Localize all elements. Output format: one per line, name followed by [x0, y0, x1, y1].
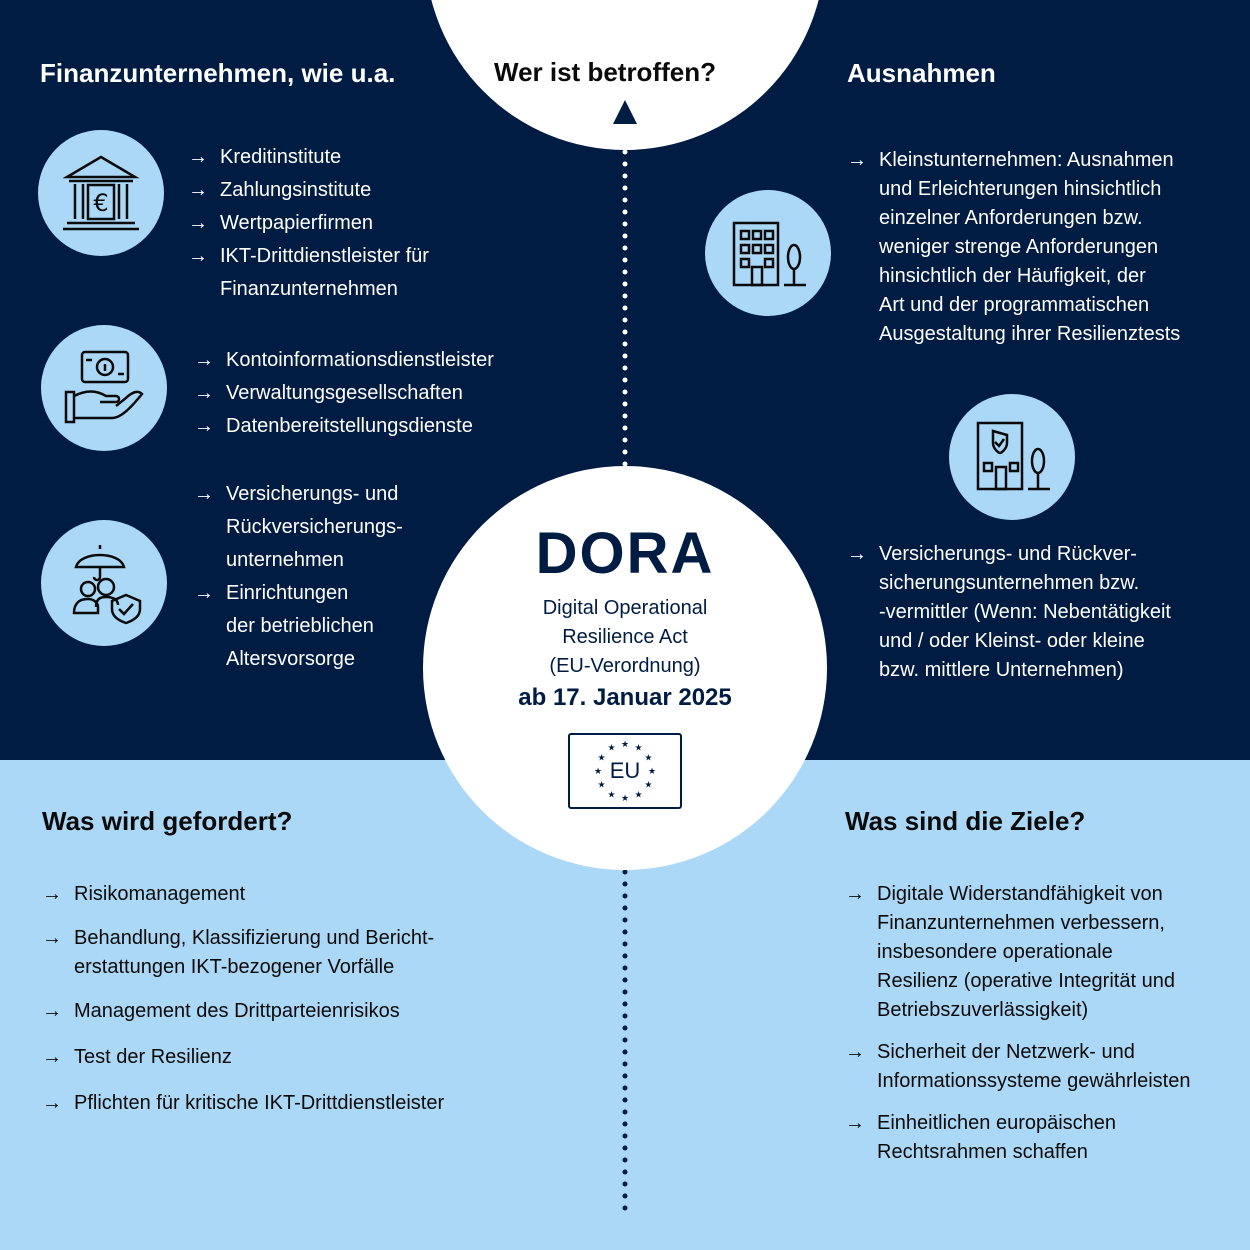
eu-star: ★	[644, 780, 653, 791]
eu-star: ★	[620, 794, 630, 804]
eu-badge	[568, 733, 682, 809]
finance-heading: Finanzunternehmen, wie u.a.	[40, 58, 396, 88]
eu-star: ★	[607, 790, 616, 801]
eu-star: ★	[644, 753, 653, 764]
arrow-right-icon: →	[42, 883, 62, 905]
family-circle	[41, 520, 167, 646]
dora-title: DORA	[535, 521, 715, 586]
list-item: → Zahlungsinstitute	[188, 174, 488, 207]
arrow-right-icon: →	[42, 927, 62, 949]
arrow-right-icon: →	[188, 212, 208, 234]
arrow-right-icon: →	[42, 1000, 62, 1022]
list-item: → Risikomanagement	[42, 878, 562, 911]
arrow-right-icon: →	[188, 146, 208, 168]
arrow-right-icon: →	[845, 1041, 865, 1063]
arrow-right-icon: →	[194, 382, 214, 404]
arrow-right-icon: →	[845, 883, 865, 905]
goals-list	[845, 880, 1240, 1180]
arrow-right-icon: →	[42, 1046, 62, 1068]
list-item: → Management des Drittparteienrisikos	[42, 995, 562, 1028]
eu-star: ★	[634, 790, 643, 801]
list-item: → Test der Resilienz	[42, 1041, 562, 1074]
arrow-right-icon: →	[847, 149, 867, 171]
arrow-right-icon: →	[194, 349, 214, 371]
list-item: → Versicherungs- und Rückversicherungs- unternehmen	[194, 478, 454, 577]
list-item: → Digitale Widerstandfähigkeit von Finanzunternehmen verbessern, insbesondere operationale Resilienz (operative Integrität und Betriebszuverlässigkeit)	[845, 880, 1240, 1025]
building-shield-circle	[949, 394, 1075, 520]
list-item: → Kleinstunternehmen: Ausnahmen und Erleichterungen hinsichtlich einzelner Anforderungen bzw. weniger strenge Anforderungen hinsichtlich der Häufigkeit, der Art und der programmatischen Ausgestaltung ihrer Resilienztests	[847, 146, 1237, 349]
requirements-list	[42, 878, 562, 1133]
dora-date: ab 17. Januar 2025	[518, 684, 732, 711]
list-item: → Pflichten für kritische IKT-Drittdienstleister	[42, 1087, 562, 1120]
goals-heading: Was sind die Ziele?	[845, 806, 1086, 836]
building-shield-icon	[970, 415, 1054, 499]
eu-badge-label: EU	[609, 758, 641, 783]
exceptions-list-1	[847, 146, 1237, 349]
arrow-right-icon: →	[194, 415, 214, 437]
arrow-right-icon: →	[194, 582, 214, 604]
arrow-up-icon	[611, 98, 639, 128]
eu-star: ★	[597, 780, 606, 791]
hand-card-circle	[41, 325, 167, 451]
finance-list-3	[194, 478, 454, 676]
list-item: → Einheitlichen europäischen Rechtsrahmen schaffen	[845, 1109, 1240, 1167]
hand-card-icon	[62, 346, 146, 430]
finance-list-2	[194, 344, 534, 443]
arrow-right-icon: →	[188, 245, 208, 267]
eu-star: ★	[607, 743, 616, 754]
arrow-right-icon: →	[188, 179, 208, 201]
family-umbrella-shield-icon	[62, 541, 146, 625]
list-item: → Kontoinformationsdienstleister	[194, 344, 534, 377]
finance-list-1	[188, 141, 488, 306]
arrow-right-icon: →	[194, 483, 214, 505]
list-item: → Datenbereitstellungsdienste	[194, 410, 534, 443]
eu-star: ★	[634, 743, 643, 754]
dora-subtitle: Digital Operational Resilience Act (EU-Verordnung)	[542, 597, 708, 677]
eu-star: ★	[593, 767, 603, 777]
exceptions-heading: Ausnahmen	[847, 58, 996, 88]
center-heading: Wer ist betroffen?	[494, 57, 716, 87]
list-item: → IKT-Drittdienstleister für Finanzunternehmen	[188, 240, 488, 306]
list-item: → Wertpapierfirmen	[188, 207, 488, 240]
list-item: → Behandlung, Klassifizierung und Bericht- erstattungen IKT-bezogener Vorfälle	[42, 924, 562, 982]
arrow-right-icon: →	[42, 1092, 62, 1114]
small-building-circle	[705, 190, 831, 316]
list-item: → Sicherheit der Netzwerk- und Informationssysteme gewährleisten	[845, 1038, 1240, 1096]
list-item: → Kreditinstitute	[188, 141, 488, 174]
list-item: → Versicherungs- und Rückver- sicherungsunternehmen bzw. -vermittler (Wenn: Nebentätigkeit und / oder Kleinst- oder kleine bzw. mittlere Unternehmen)	[847, 540, 1237, 685]
exceptions-list-2	[847, 540, 1237, 685]
small-building-icon	[726, 211, 810, 295]
bank-circle	[38, 130, 164, 256]
eu-star: ★	[647, 767, 657, 777]
svg-text:€: €	[93, 189, 109, 217]
arrow-right-icon: →	[847, 543, 867, 565]
requirements-heading: Was wird gefordert?	[42, 806, 293, 836]
arrow-right-icon: →	[845, 1112, 865, 1134]
eu-star: ★	[620, 740, 630, 750]
list-item: → Einrichtungen der betrieblichen Altersvorsorge	[194, 577, 454, 676]
list-item: → Verwaltungsgesellschaften	[194, 377, 534, 410]
bank-euro-icon	[59, 151, 143, 235]
eu-star: ★	[597, 753, 606, 764]
